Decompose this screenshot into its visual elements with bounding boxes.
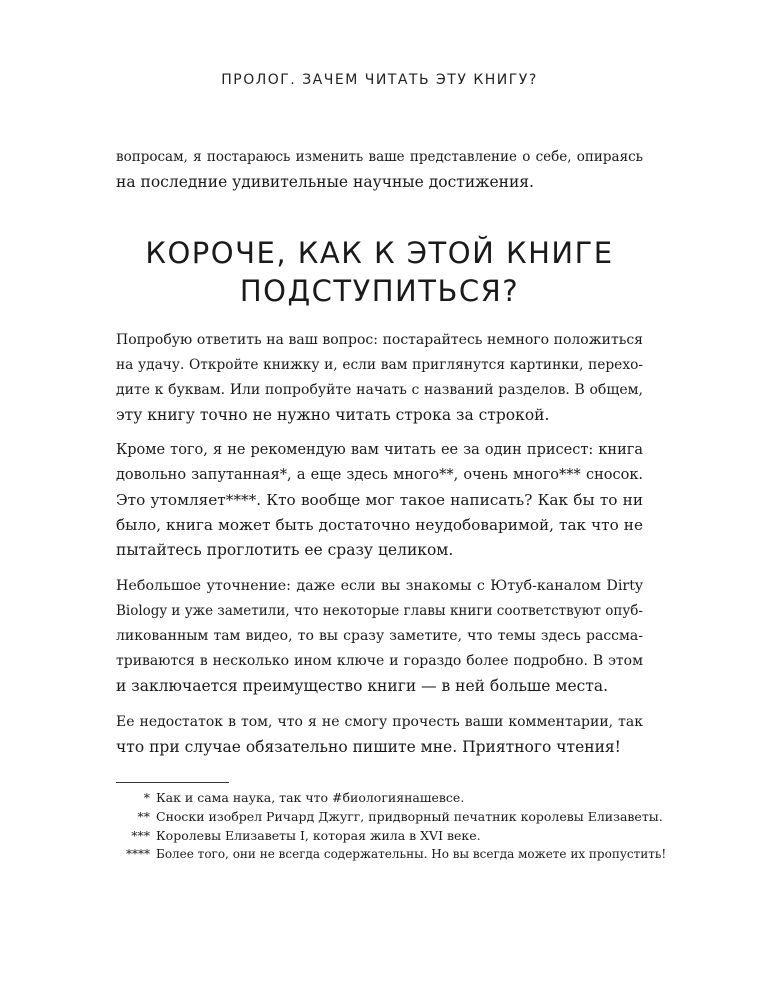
footnote <box>116 807 676 826</box>
text-line: дите к буквам. Или попробуйте начать с названий разделов. В общем, <box>116 382 643 398</box>
text-line: было, книга может быть достаточно неудобоваримой, так что не <box>116 516 643 534</box>
text-line: вопросам, я постараюсь изменить ваше представление о себе, опираясь <box>116 149 643 165</box>
text-line: Кроме того, я не рекомендую вам читать ее за один присест: книга <box>116 442 643 458</box>
body-paragraph <box>116 328 643 428</box>
footnote-mark: * <box>143 790 150 805</box>
footnote-text: Сноски изобрел Ричард Джугг, придворный печатник королевы Елизаветы. <box>156 809 663 824</box>
text-line: довольно запутанная*, а еще здесь много**, очень много*** сносок. <box>116 467 643 483</box>
heading-line: КОРОЧЕ, КАК К ЭТОЙ КНИГЕ <box>145 236 614 270</box>
text-line: на последние удивительные научные достижения. <box>116 173 534 191</box>
footnotes <box>116 788 676 864</box>
text-line: и заключается преимущество книги — в ней больше места. <box>116 677 609 695</box>
text-line: эту книгу точно не нужно читать строка за строкой. <box>116 406 550 424</box>
body-paragraph <box>116 574 643 699</box>
running-head: ПРОЛОГ. ЗАЧЕМ ЧИТАТЬ ЭТУ КНИГУ? <box>221 72 538 88</box>
text-line: Попробую ответить на ваш вопрос: постарайтесь немного положиться <box>116 332 643 348</box>
text-line: Небольшое уточнение: даже если вы знакомы с Ютуб-каналом Dirty <box>116 578 643 594</box>
footnote-text: Королевы Елизаветы I, которая жила в XVI веке. <box>156 828 481 843</box>
footnote <box>116 845 676 864</box>
footnote-divider <box>116 782 229 783</box>
text-line: пытайтесь проглотить ее сразу целиком. <box>116 541 454 559</box>
footnote-mark: ** <box>137 809 150 824</box>
heading-line: ПОДСТУПИТЬСЯ? <box>239 274 520 308</box>
section-heading <box>0 234 759 310</box>
text-line: триваются в несколько ином ключе и гораздо более подробно. В этом <box>116 653 643 669</box>
footnote-text: Более того, они не всегда содержательны. Но вы всегда можете их пропустить! <box>156 847 667 861</box>
footnote <box>116 788 676 807</box>
text-line: на удачу. Откройте книжку и, если вам приглянутся картинки, перехо- <box>116 357 643 373</box>
footnote-mark: *** <box>131 828 150 843</box>
body-paragraph <box>116 710 643 760</box>
footnote-text: Как и сама наука, так что #биологиянашевсе. <box>156 790 465 805</box>
footnote-mark: **** <box>126 847 150 861</box>
text-line: Ее недостаток в том, что я не смогу прочесть ваши комментарии, так <box>116 714 643 730</box>
intro-paragraph <box>116 145 643 195</box>
text-line: ликованным там видео, то вы сразу заметите, что темы здесь рассма- <box>116 628 643 644</box>
body-paragraph <box>116 438 643 563</box>
footnote <box>116 826 676 845</box>
text-line: Это утомляет****. Кто вообще мог такое написать? Как бы то ни <box>116 491 643 509</box>
text-line: что при случае обязательно пишите мне. Приятного чтения! <box>116 738 621 756</box>
text-line: Biology и уже заметили, что некоторые главы книги соответствуют опуб- <box>116 603 643 619</box>
